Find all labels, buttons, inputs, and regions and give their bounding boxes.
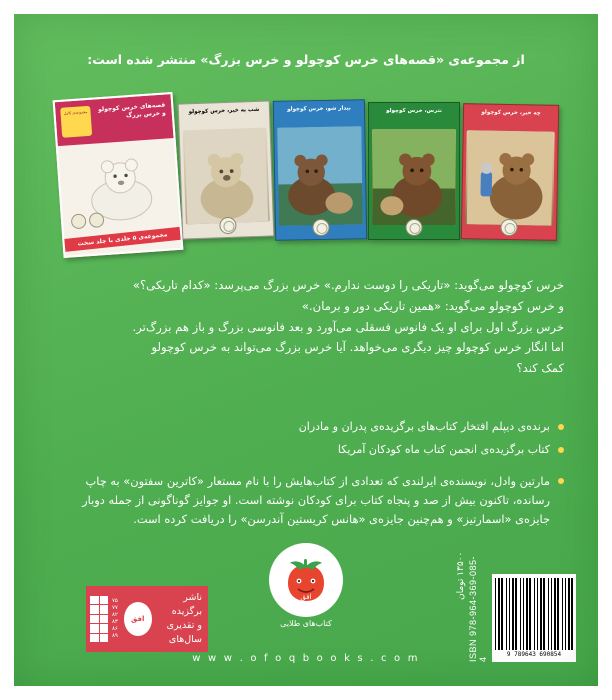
award-seal-icon — [219, 217, 237, 235]
logo-caption: کتاب‌های طلایی — [280, 619, 332, 628]
award-seal-icon — [406, 219, 423, 236]
tomato-logo-icon — [280, 555, 332, 605]
award-seal-icon — [71, 213, 87, 229]
barcode-number: 9 789643 690854 — [506, 651, 562, 658]
badge-line-1: ناشر — [183, 591, 202, 603]
bullet-dot-icon — [558, 478, 564, 484]
bear-illustration-icon — [372, 129, 456, 225]
book-description — [48, 276, 564, 380]
award-text: برنده‌ی دیپلم افتخار کتاب‌های برگزیده‌ی پدران و مادران — [298, 420, 550, 433]
award-seal-icon — [500, 219, 517, 236]
pattern-cell — [90, 634, 99, 642]
pattern-cell — [100, 605, 109, 613]
pattern-cell — [90, 624, 99, 632]
description-line: و خرس کوچولو می‌گوید: «همین تاریکی دور و برمان.» — [301, 298, 564, 313]
series-book-item[interactable] — [273, 99, 367, 241]
pattern-cell — [100, 615, 109, 623]
book-title: قصه‌های خرس کوچولو و خرس بزرگ — [97, 101, 167, 120]
book-title: بیدار شو، خرس کوچولو — [286, 105, 351, 113]
series-book-item[interactable] — [53, 92, 184, 258]
award-seal-icon — [89, 212, 105, 228]
publisher-award-badge — [86, 586, 208, 652]
bear-illustration-icon — [465, 130, 555, 226]
price-label: ۱۳۵۰۰ تومان — [456, 552, 466, 601]
isbn-barcode-block — [456, 552, 576, 662]
pattern-cell — [90, 605, 99, 613]
bullet-dot-icon — [558, 447, 564, 453]
award-seals — [71, 212, 105, 229]
website-url[interactable]: w w w . o f o q b o o k s . c o m — [192, 653, 420, 664]
badge-text — [154, 591, 208, 648]
badge-years: ۷۵ ۷۷ ۸۲ ۸۳ ۸۶ ۸۹ — [111, 598, 118, 639]
boxset-ribbon: مجموعه‌ی ۵ جلدی با جلد سخت — [64, 227, 181, 252]
pattern-cell — [100, 624, 109, 632]
badge-pattern — [90, 596, 108, 642]
pattern-cell — [100, 596, 109, 604]
pattern-cell — [90, 596, 99, 604]
bullet-dot-icon — [558, 424, 564, 430]
barcode-bars — [495, 578, 573, 650]
award-item — [48, 418, 564, 437]
award-seal-icon — [312, 219, 329, 236]
book-badge: مجموعه‌ی کامل — [60, 106, 92, 138]
bear-illustration-icon — [277, 126, 363, 225]
ofoq-mark-icon — [124, 602, 152, 636]
cover-artboard — [14, 14, 598, 686]
description-line: خرس بزرگ اول برای او یک فانوس فسقلی می‌آورد و بعد فانوسی بزرگ و باز هم بزرگ‌تر. — [132, 319, 564, 334]
badge-line-4: سال‌های — [168, 634, 202, 646]
award-text: کتاب برگزیده‌ی انجمن کتاب ماه کودکان آمریکا — [337, 442, 550, 456]
author-bio-text: مارتین وادل، نویسنده‌ی ایرلندی که تعدادی از کتاب‌هایش را با نام مستعار «کاترین سفتون» به چاپ رسانده، تاکنون بیش از صد و پنجاه کتاب برای کودکان نوشته است. او جوایز گوناگونی از جمله دوبار جایزه‌ی «اسمارتیز» و هم‌چنین جایزه‌ی «هانس کریستین آندرسن» را دریافت کرده است. — [82, 474, 550, 527]
book-title: شب به خیر، خرس کوچولو — [188, 106, 260, 116]
badge-line-2: برگزیده — [171, 605, 202, 617]
book-illustration — [465, 130, 555, 226]
description-line: خرس کوچولو می‌گوید: «تاریکی را دوست ندارم.» خرس بزرگ می‌پرسد: «کدام تاریکی؟» — [132, 278, 564, 292]
book-illustration — [372, 129, 456, 225]
pattern-cell — [100, 634, 109, 642]
publisher-logo[interactable] — [251, 543, 361, 628]
svg-text:افق: افق — [300, 593, 312, 601]
logo-circle — [269, 543, 343, 617]
book-title: نترس، خرس کوچولو — [386, 108, 442, 114]
series-book-item[interactable] — [461, 103, 559, 241]
series-books-row — [48, 80, 570, 260]
barcode — [492, 574, 576, 662]
description-line: اما انگار خرس کوچولو چیز دیگری می‌خواهد. آیا خرس بزرگ می‌تواند به خرس کوچولو — [151, 340, 564, 355]
series-headline: از مجموعه‌ی «قصه‌های خرس کوچولو و خرس بزرگ» منتشر شده است: — [87, 52, 525, 67]
isbn-label: ISBN 978-964-369-085-4 — [468, 555, 488, 662]
bear-illustration-icon — [183, 128, 270, 225]
badge-line-3: و تقدیری — [166, 620, 202, 631]
awards-list — [48, 418, 564, 463]
series-book-item[interactable] — [178, 100, 275, 239]
series-book-item[interactable] — [368, 102, 460, 240]
ofoq-mark-label: افق — [131, 615, 145, 623]
book-title: چه خبر، خرس کوچولو — [481, 109, 541, 117]
book-illustration — [183, 128, 270, 225]
author-biography — [48, 472, 564, 529]
book-illustration — [277, 126, 363, 225]
pattern-cell — [90, 615, 99, 623]
description-line: کمک کند؟ — [516, 361, 564, 376]
award-item — [48, 441, 564, 460]
